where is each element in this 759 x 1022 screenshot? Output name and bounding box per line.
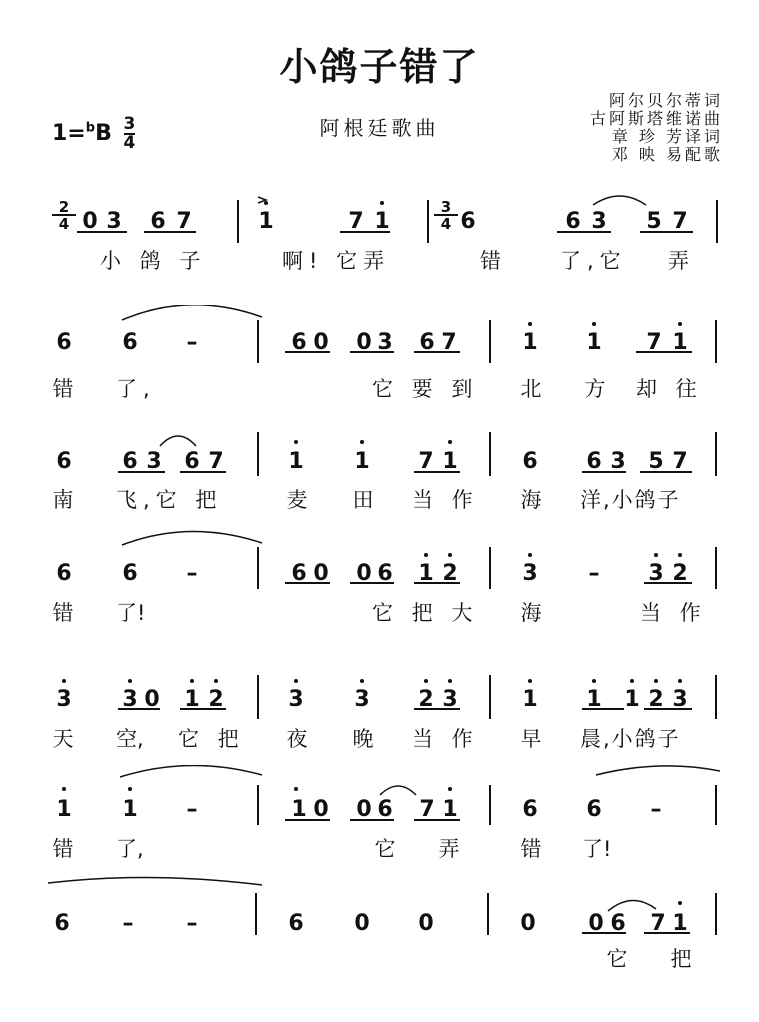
lyric: 错 [52, 601, 74, 625]
note: 2 [672, 561, 688, 586]
lyric: 了! [116, 601, 146, 625]
staff-row-1 [0, 195, 759, 305]
note: 6 [522, 797, 538, 822]
note: 6 [460, 209, 476, 234]
note: 0 [313, 330, 329, 355]
note: 6 [122, 330, 138, 355]
lyric: 当 作 [640, 601, 707, 625]
note: 1 [672, 911, 688, 936]
staff-row-6 [0, 765, 759, 875]
note: 7 [672, 209, 688, 234]
note: 6 [56, 561, 72, 586]
note: 0 [418, 911, 434, 936]
lyric: 海 [520, 601, 542, 625]
credit-lyricist: 阿尔贝尔蒂词 [608, 91, 723, 110]
note: 1 [522, 330, 538, 355]
note: 1 [522, 687, 538, 712]
lyric: 南 [52, 488, 74, 512]
lyric: 海 [520, 488, 542, 512]
note: 3 [377, 330, 393, 355]
song-title: 小鸽子错了 [279, 45, 480, 89]
note: 3 [354, 687, 370, 712]
note: 0 [356, 797, 372, 822]
note: 6 [377, 797, 393, 822]
note: 5 [646, 209, 662, 234]
note: 0 [520, 911, 536, 936]
note: – [186, 561, 198, 586]
lyric: 了,它 [560, 249, 627, 273]
note: 3 [288, 687, 304, 712]
note: 1 [184, 687, 200, 712]
lyric: 了! [582, 837, 612, 861]
lyric: 当 作 [412, 488, 479, 512]
note: 7 [348, 209, 364, 234]
lyric: 它 把 [178, 727, 245, 751]
lyric: 晨,小鸽子 [580, 727, 681, 751]
note: 7 [441, 330, 457, 355]
flat-sign: b [85, 120, 96, 136]
note: 2 [442, 561, 458, 586]
note: – [588, 561, 600, 586]
note: 3 [56, 687, 72, 712]
lyric: 它 [374, 837, 396, 861]
note: 6 [610, 911, 626, 936]
song-subtitle: 阿根廷歌曲 [319, 116, 440, 140]
lyric: 它 要 到 [372, 377, 479, 401]
note: 7 [650, 911, 666, 936]
note: 2 [208, 687, 224, 712]
note: 1 [442, 797, 458, 822]
lyric: 弄 [438, 837, 460, 861]
lyric: 错 [52, 377, 74, 401]
note: 3 [591, 209, 607, 234]
note: 7 [419, 797, 435, 822]
lyric: 当 作 [412, 727, 479, 751]
lyric: 它 [606, 947, 628, 971]
lyric: 天 [52, 727, 74, 751]
note: 6 [586, 797, 602, 822]
note: 3 [610, 449, 626, 474]
row-1-time-sig2-top: 3 [434, 200, 458, 216]
row-1-time-sig-top: 2 [52, 200, 76, 216]
note: 6 [291, 561, 307, 586]
staff-row-2 [0, 305, 759, 415]
credit-translator: 章 珍 芳译词 [611, 127, 723, 146]
credit-composer: 古阿斯塔维诺曲 [589, 109, 723, 128]
note: 2 [648, 687, 664, 712]
note: – [186, 797, 198, 822]
note: 0 [313, 561, 329, 586]
lyric: 错 [52, 837, 74, 861]
note: 3 [672, 687, 688, 712]
note: 6 [56, 449, 72, 474]
note: 1 [56, 797, 72, 822]
note: – [186, 330, 198, 355]
note: 0 [356, 330, 372, 355]
note: – [650, 797, 662, 822]
note: 5 [648, 449, 664, 474]
note: 0 [144, 687, 160, 712]
lyric: 了, [116, 377, 156, 401]
note: 0 [354, 911, 370, 936]
staff-row-5 [0, 655, 759, 765]
note: 7 [672, 449, 688, 474]
row-1-time-sig2-bottom: 4 [440, 215, 452, 233]
lyric: 洋,小鸽子 [580, 488, 681, 512]
lyric: 错 [520, 837, 542, 861]
staff-row-7 [0, 875, 759, 985]
lyric: 错 [480, 249, 507, 273]
lyric: 飞,它 把 [116, 488, 223, 512]
note: 2 [418, 687, 434, 712]
lyric: 把 [670, 947, 692, 971]
note: 6 [122, 561, 138, 586]
lyric: 了, [116, 837, 144, 861]
note: 7 [646, 330, 662, 355]
note: 1 [418, 561, 434, 586]
note: 1 [288, 449, 304, 474]
note: 0 [82, 209, 98, 234]
note: – [186, 911, 198, 936]
note: – [122, 911, 134, 936]
note: 1 [291, 797, 307, 822]
note: 6 [377, 561, 393, 586]
credit-arranger: 邓 映 易配歌 [611, 145, 723, 164]
note: 3 [442, 687, 458, 712]
lyric: 小 鸽 子 [100, 249, 207, 273]
lyric: 麦 [286, 488, 308, 512]
key-prefix: 1= [52, 121, 86, 146]
note: 6 [288, 911, 304, 936]
row-1-time-sig-bottom: 4 [58, 215, 70, 233]
note: 0 [588, 911, 604, 936]
note: 1 [442, 449, 458, 474]
note: 7 [176, 209, 192, 234]
key-note: B [95, 121, 112, 146]
note: 1 [122, 797, 138, 822]
lyric: 弄 [668, 249, 695, 273]
note: 3 [106, 209, 122, 234]
lyric: 早 [520, 727, 542, 751]
note: 6 [150, 209, 166, 234]
note: 3 [522, 561, 538, 586]
note: 3 [122, 687, 138, 712]
note: 3 [648, 561, 664, 586]
note: 1 [374, 209, 390, 234]
note: 1 [586, 687, 602, 712]
note: 6 [184, 449, 200, 474]
note: 0 [313, 797, 329, 822]
lyric: 夜 [286, 727, 308, 751]
staff-row-4 [0, 525, 759, 635]
note: 7 [208, 449, 224, 474]
note: 6 [56, 330, 72, 355]
note: 1 [586, 330, 602, 355]
note: 1 [672, 330, 688, 355]
note: 3 [146, 449, 162, 474]
lyric: 它 把 大 [372, 601, 479, 625]
note: 6 [291, 330, 307, 355]
lyric: 田 [352, 488, 374, 512]
note: 0 [356, 561, 372, 586]
lyric: 方 [584, 377, 606, 401]
lyric: 却 往 [636, 377, 703, 401]
note: 6 [522, 449, 538, 474]
note: 1 [258, 209, 274, 234]
note: 6 [54, 911, 70, 936]
note: 1 [354, 449, 370, 474]
lyric: 啊! 它弄 [282, 249, 391, 273]
lyric: 晚 [352, 727, 374, 751]
time-sig-bottom: 4 [123, 133, 136, 153]
note: 6 [419, 330, 435, 355]
note: 6 [565, 209, 581, 234]
staff-row-3 [0, 420, 759, 530]
note: 1 [624, 687, 640, 712]
lyric: 空, [116, 727, 144, 751]
note: 6 [122, 449, 138, 474]
note: 7 [418, 449, 434, 474]
time-sig-top: 3 [123, 114, 136, 134]
note: 6 [586, 449, 602, 474]
lyric: 北 [520, 377, 542, 401]
